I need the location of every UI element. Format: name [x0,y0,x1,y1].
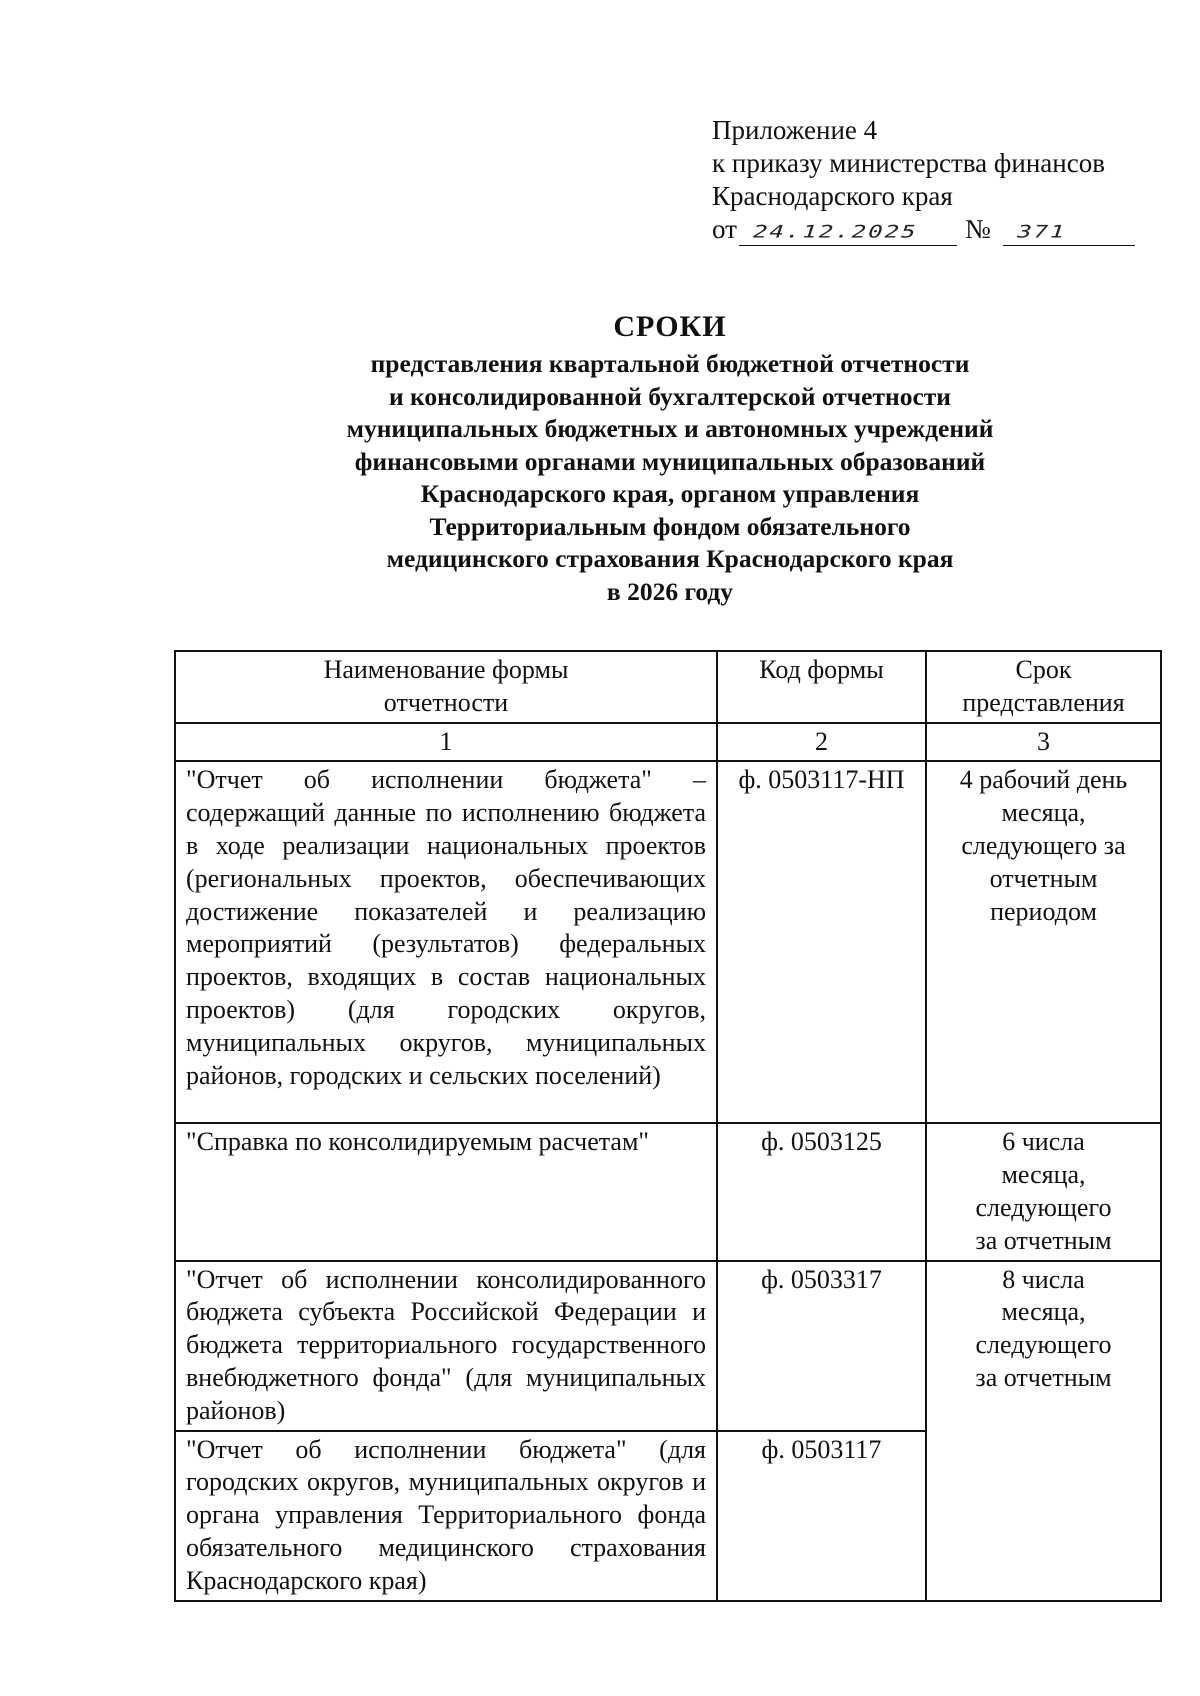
number-field [1003,221,1135,246]
column-number: 1 [175,723,717,762]
date-field [739,221,957,246]
deadline-text: 4 рабочий день [959,765,1128,795]
form-code-cell: ф. 0503117-НП [717,761,926,1123]
form-name-cell: "Справка по консолидируемым расчетам" [175,1123,717,1260]
table-row [175,1261,1161,1431]
deadline-text: месяца, [1001,1297,1086,1327]
form-name-cell: "Отчет об исполнении консолидированного бюджета субъекта Российской Федерации и бюджета территориального государственного внебюджетного фонда" (для муниципальных районов) [175,1261,717,1431]
form-code-cell: ф. 0503117 [717,1431,926,1601]
header-text: Срок [1015,655,1072,684]
table-row [175,1123,1161,1260]
deadline-text: периодом [990,896,1097,926]
header-text: представления [962,687,1125,717]
deadline-text: следующего [975,1192,1112,1222]
annex-block [712,114,1152,246]
header-text: Код формы [759,655,884,684]
form-name-cell: "Отчет об исполнении бюджета" (для городских округов, муниципальных округов и органа управления Территориального фонда обязательного медицинского страхования Краснодарского края) [175,1431,717,1601]
annex-date-number-row [712,213,1152,246]
deadline-cell [926,1261,1161,1601]
deadline-cell [926,761,1161,1123]
table-header-row [175,651,1161,723]
heading-line: медицинского страхования Краснодарского края [386,544,954,573]
header-form-name [175,651,717,723]
deadline-text: за отчетным [975,1225,1112,1255]
deadline-text: следующего [975,1330,1112,1360]
annex-title: Приложение 4 [712,115,878,145]
handwritten-date: 24.12.2025 [749,221,921,242]
heading-line: представления квартальной бюджетной отчетности [370,349,970,378]
deadline-text: следующего за [961,830,1126,860]
deadline-text: 8 числа [1002,1264,1085,1294]
annex-order-ref: к приказу министерства финансов [712,148,1105,178]
deadline-text: отчетным [989,863,1098,893]
deadline-text: месяца, [1001,798,1086,828]
column-number-row [175,723,1161,762]
annex-region: Краснодарского края [712,181,953,211]
column-number: 3 [926,723,1161,762]
date-prefix: от [712,214,737,244]
form-code-cell: ф. 0503317 [717,1261,926,1431]
heading-main: СРОКИ [613,310,727,343]
heading-line: Территориальным фондом обязательного [429,511,911,541]
deadline-text: 6 числа [1002,1127,1085,1157]
heading-line: муниципальных бюджетных и автономных учреждений [346,414,994,443]
form-name-cell: "Отчет об исполнении бюджета" – содержащий данные по исполнению бюджета в ходе реализации национальных проектов (региональных проектов, обеспечивающих достижение показателей и реализацию мероприятий (результатов) федеральных проектов, входящих в состав национальных проектов) (для городских округов, муниципальных округов, муниципальных районов, городских и сельских поселений) [175,761,717,1123]
heading-line: в 2026 году [606,576,734,606]
heading-line: финансовыми органами муниципальных образований [354,446,986,476]
document-heading [150,308,1190,608]
table-row [175,761,1161,1123]
header-deadline [926,651,1161,723]
header-form-code [717,651,926,723]
number-label: № [964,214,991,244]
column-number: 2 [717,723,926,762]
handwritten-number: 371 [1013,221,1070,242]
deadlines-table [174,650,1162,1602]
header-text: отчетности [383,687,509,717]
deadline-text: за отчетным [975,1362,1112,1392]
deadline-cell [926,1123,1161,1260]
deadline-text: месяца, [1001,1160,1086,1190]
heading-line: и консолидированной бухгалтерской отчетности [388,381,951,411]
form-code-cell: ф. 0503125 [717,1123,926,1260]
heading-line: Краснодарского края, органом управления [420,479,920,508]
header-text: Наименование формы [323,655,569,684]
